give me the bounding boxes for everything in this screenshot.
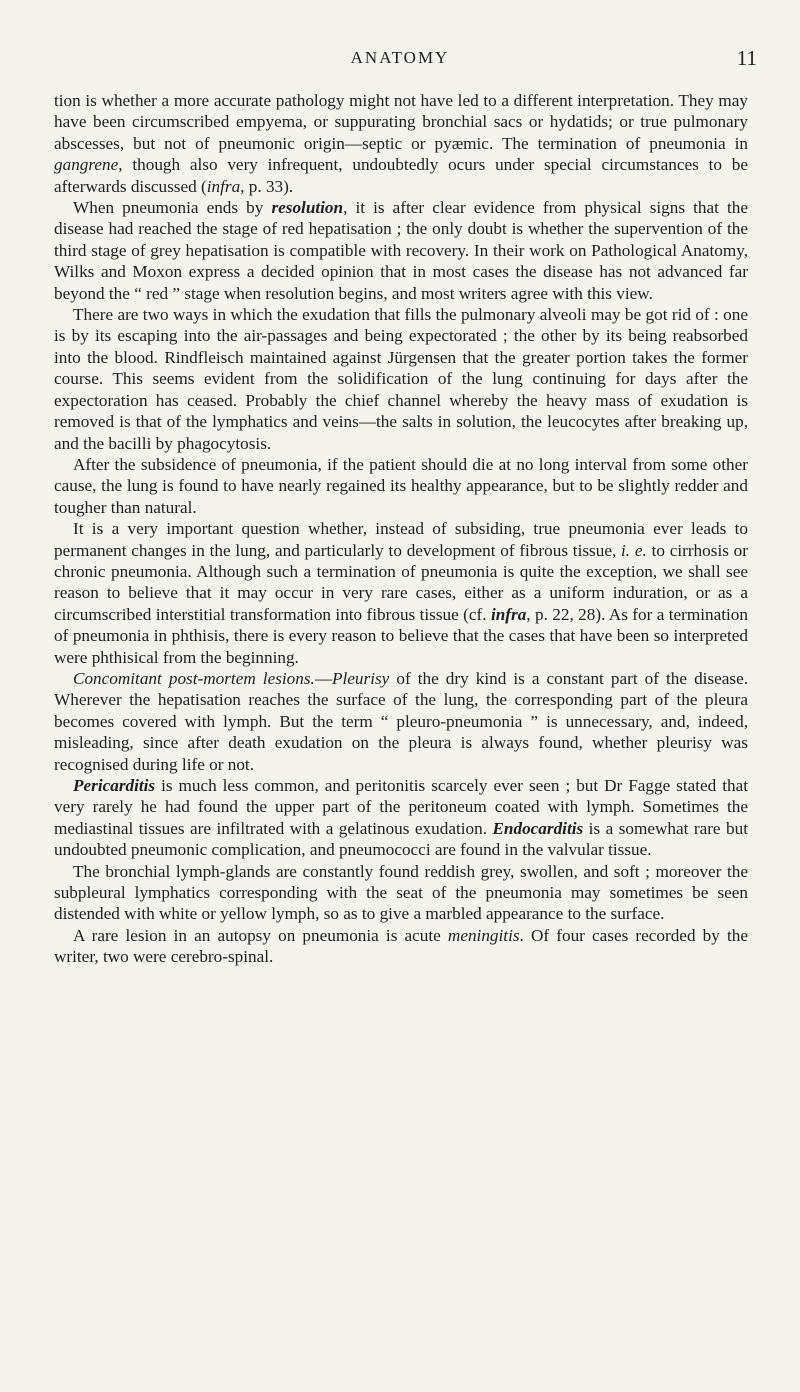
text-span: tion is whether a more accurate pathology might not have led to a different interpretation. They may have been circumscribed empyema, or suppurating bronchial sacs or hydatids; or true pulmonary abscesses, but not of pneumonic origin—septic or pyæmic. The termination of pneumonia in xyxy=(54,91,748,153)
section-heading-concomitant: Concomitant post-mortem lesions. xyxy=(73,668,315,688)
page-number: 11 xyxy=(736,46,757,70)
term-endocarditis: Endocarditis xyxy=(492,818,584,838)
running-title: ANATOMY xyxy=(350,48,450,67)
abbr-ie: i. e. xyxy=(621,540,647,560)
text-span: is a somewhat rare but undoubted pneumonic complication, and pneumococci are found in the valvular tissue. xyxy=(54,818,748,860)
term-gangrene: gangrene xyxy=(54,155,119,175)
ref-infra: infra xyxy=(490,604,527,624)
paragraph-meningitis xyxy=(54,925,748,968)
text-span: is much less common, and peritonitis scarcely ever seen ; but Dr Fagge stated that very rarely he had found the upper part of the peritoneum coated with lymph. Sometimes the mediastinal tissues are infiltrated with a gelatinous exudation. xyxy=(54,776,748,838)
text-span: , though also very infrequent, undoubtedly ocurs under special circumstances to be afterwards discussed ( xyxy=(54,155,748,196)
term-meningitis: meningitis xyxy=(447,925,520,945)
text-span: to cirrhosis or chronic pneumonia. Although such a termination of pneumonia is quite the exception, we shall see reason to believe that it may occur in very rare cases, either as a uniform induration, or as a circumscribed interstitial transformation into fibrous tissue (cf. xyxy=(54,540,748,624)
body-text xyxy=(54,90,748,968)
paragraph-after-subsidence: After the subsidence of pneumonia, if the patient should die at no long interval from some other cause, the lung is found to have nearly regained its healthy appearance, but to be slightly redder and tougher than natural. xyxy=(54,454,748,517)
term-pericarditis: Pericarditis xyxy=(73,776,156,795)
text-span: , p. 33). xyxy=(240,176,294,196)
text-span: , p. 22, 28). As for a termination of pneumonia in phthisis, there is every reason to believe that the cases that have been so interpreted were phthisical from the beginning. xyxy=(54,604,748,667)
ref-infra: infra xyxy=(206,176,241,196)
running-head xyxy=(0,48,800,76)
term-pleurisy: Pleurisy xyxy=(332,668,390,688)
text-span: of the dry kind is a constant part of the disease. Wherever the hepatisation reaches the surface of the lung, the corresponding part of the pleura becomes covered with lymph. But the term “ pleuro-pneumonia ” is unnecessary, and, indeed, misleading, since after death exudation on the pleura is always found, whether pleurisy was recognised during life or not. xyxy=(54,668,748,774)
text-span: , it is after clear evidence from physical signs that the disease had reached the stage of red hepatisation ; the only doubt is whether the supervention of the third stage of grey hepatisation is compatible with recovery. In their work on Pathological Anatomy, Wilks and Moxon express a decided opinion that in most cases the disease has not advanced far beyond the “ red ” stage when resolution begins, and most writers agree with this view. xyxy=(54,198,748,303)
text-span: A rare lesion in an autopsy on pneumonia is acute xyxy=(73,925,448,945)
paragraph-lymph-glands: The bronchial lymph-glands are constantly found reddish grey, swollen, and soft ; moreover the subpleural lymphatics corresponding with the seat of the pneumonia may sometimes be seen distended with white or yellow lymph, so as to give a marbled appearance to the surface. xyxy=(54,861,748,924)
paragraph-exudation-removal: There are two ways in which the exudation that fills the pulmonary alveoli may be got rid of : one is by its escaping into the air-passages and being expectorated ; the other by its being reabsorbed into the blood. Rindfleisch maintained against Jürgensen that the greater portion takes the former course. This seems evident from the solidification of the lung continuing for days after the expectoration has ceased. Probably the chief channel whereby the heavy mass of exudation is removed is that of the lymphatics and veins—the salts in solution, the leucocytes after breaking up, and the bacilli by phagocytosis. xyxy=(54,305,748,453)
paragraph-resolution xyxy=(54,197,748,304)
text-span: — xyxy=(314,668,333,688)
paragraph-fibrous-changes xyxy=(54,518,748,668)
paragraph-abscess-gangrene xyxy=(54,90,748,197)
term-resolution: resolution xyxy=(271,198,344,218)
paragraph-pericarditis xyxy=(54,775,748,861)
paragraph-concomitant-lesions xyxy=(54,668,748,775)
text-span: . Of four cases recorded by the writer, two were cerebro-spinal. xyxy=(54,925,748,967)
text-span: When pneumonia ends by xyxy=(73,198,272,218)
text-span: It is a very important question whether, instead of subsiding, true pneumonia ever leads to permanent changes in the lung, and particularly to development of fibrous tissue, xyxy=(54,519,748,560)
